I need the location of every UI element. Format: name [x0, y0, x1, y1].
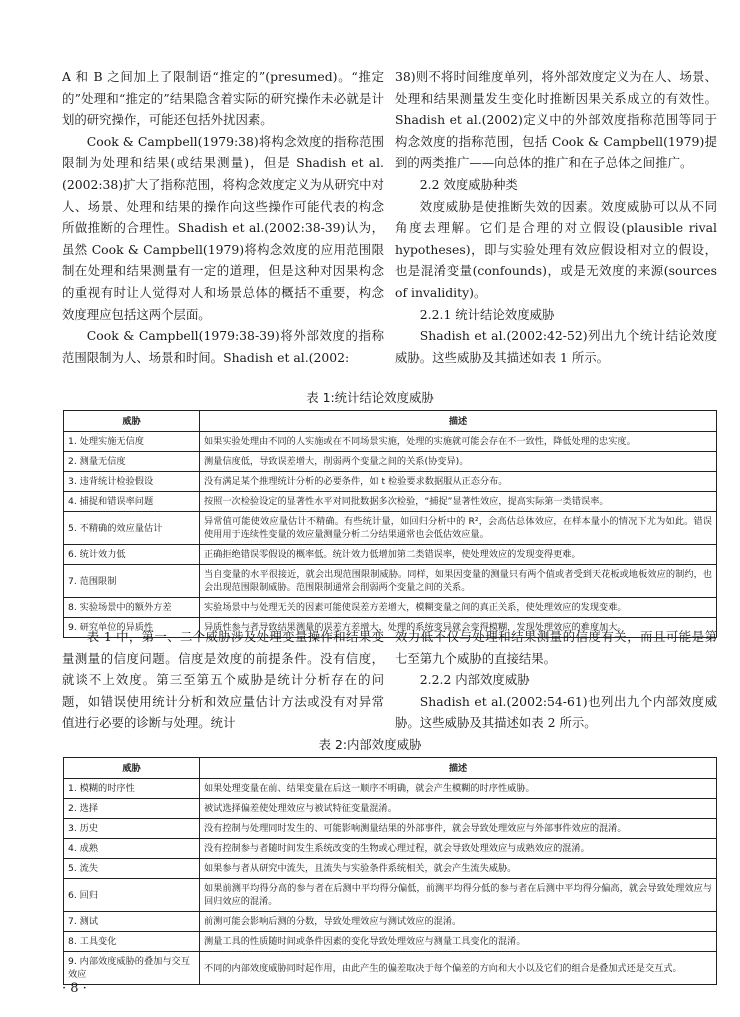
page-number: · 8 ·	[62, 981, 87, 996]
description-cell: 没有控制与处理同时发生的、可能影响测量结果的外部事件，就会导致处理效应与外部事件效应的混淆。	[200, 819, 717, 839]
threat-cell: 5. 流失	[64, 859, 200, 879]
table-row	[64, 839, 717, 859]
table-row	[64, 779, 717, 799]
header-cell: 描述	[200, 411, 717, 432]
threat-cell: 8. 实验场景中的额外方差	[64, 598, 200, 618]
paragraph: Cook & Campbell(1979:38)将构念效度的指称范围限制为处理和结果(或结果测量)，但是 Shadish et al.(2002:38)扩大了指称范围，将构念效度定义为从研究中对人、场景、处理和结果的操作向这些操作可能代表的构念所做推断的合理性。Shadish et al.(2002:38-39)认为，虽然 Cook & Campbell(1979)将构念效度的应用范围限制在处理和结果测量有一定的道理，但是这种对因果构念的重视有时让人觉得对人和场景总体的概括不重要，构念效度理应包括这两个层面。	[62, 133, 384, 322]
section-heading: 2.2.1 统计结论效度威胁	[419, 306, 555, 322]
description-cell: 正确拒绝错误零假设的概率低。统计效力低增加第二类错误率，使处理效应的发现变得更难。	[200, 545, 717, 565]
description-cell: 如果处理变量在前、结果变量在后这一顺序不明确，就会产生模糊的时序性威胁。	[200, 779, 717, 799]
table1	[63, 410, 717, 638]
threat-cell: 1. 模糊的时序性	[64, 779, 200, 799]
right-column-top	[395, 66, 717, 368]
paragraph: Shadish et al.(2002:54-61)也列出九个内部效度威胁。这些威胁及其描述如表 2 所示。	[395, 693, 717, 731]
threat-cell: 6. 回归	[64, 879, 200, 912]
paragraph: 38)则不将时间维度单列，将外部效度定义为在人、场景、处理和结果测量发生变化时推断因果关系成立的有效性。Shadish et al.(2002)定义中的外部效度指称范围等同于构念效度的指称范围，包括 Cook & Campbell(1979)提到的两类推广——向总体的推广和在子总体之间推广。	[395, 69, 717, 171]
description-cell: 如果实验处理由不同的人实施或在不同场景实施，处理的实施就可能会存在不一致性，降低处理的忠实度。	[200, 432, 717, 452]
threat-cell: 4. 捕捉和错误率问题	[64, 492, 200, 512]
table1-caption: 表 1:统计结论效度威胁	[306, 390, 434, 405]
paragraph: Cook & Campbell(1979:38-39)将外部效度的指称范围限制为人、场景和时间。Shadish et al.(2002:	[62, 328, 384, 365]
description-cell: 没有满足某个推理统计分析的必要条件，如 t 检验要求数据服从正态分布。	[200, 472, 717, 492]
section-heading: 2.2.2 内部效度威胁	[419, 672, 530, 688]
paragraph: 效度威胁是使推断失效的因素。效度威胁可以从不同角度去理解。它们是合理的对立假设(plausible rival hypotheses)，即与实验处理有效应假设相对立的假设，也是混淆变量(confounds)，或是无效度的来源(sources of invalidity)。	[395, 198, 717, 300]
header-cell: 描述	[200, 758, 717, 779]
threat-cell: 8. 工具变化	[64, 932, 200, 952]
header-cell: 威胁	[64, 411, 200, 432]
description-cell: 实验场景中与处理无关的因素可能使误差方差增大，模糊变量之间的真正关系，使处理效应的发现变难。	[200, 598, 717, 618]
threat-cell: 3. 违背统计检验假设	[64, 472, 200, 492]
table-row	[64, 598, 717, 618]
header-cell: 威胁	[64, 758, 200, 779]
threat-cell: 6. 统计效力低	[64, 545, 200, 565]
table-row	[64, 912, 717, 932]
description-cell: 测量信度低，导致误差增大，削弱两个变量之间的关系(协变异)。	[200, 452, 717, 472]
table-row	[64, 799, 717, 819]
threat-cell: 9. 内部效度威胁的叠加与交互效应	[64, 952, 200, 985]
table-row	[64, 492, 717, 512]
threat-cell: 7. 范围限制	[64, 565, 200, 598]
threat-cell: 4. 成熟	[64, 839, 200, 859]
description-cell: 被试选择偏差使处理效应与被试特征变量混淆。	[200, 799, 717, 819]
table-header-row	[64, 411, 717, 432]
left-column-middle	[62, 626, 384, 734]
table-row	[64, 452, 717, 472]
threat-cell: 7. 测试	[64, 912, 200, 932]
table-row	[64, 512, 717, 545]
threat-cell: 2. 选择	[64, 799, 200, 819]
description-cell: 如果前测平均得分高的参与者在后测中平均得分偏低，前测平均得分低的参与者在后测中平均得分偏高，就会导致处理效应与回归效应的混淆。	[200, 879, 717, 912]
description-cell: 不同的内部效度威胁同时起作用，由此产生的偏差取决于每个偏差的方向和大小以及它们的组合是叠加式还是交互式。	[200, 952, 717, 985]
table-row	[64, 819, 717, 839]
section-heading: 2.2 效度威胁种类	[419, 176, 518, 192]
table-row	[64, 952, 717, 985]
description-cell: 异质性参与者导致结果测量的误差方差增大，处理的系统变异就会变得模糊，发现处理效应的难度加大。	[200, 618, 717, 638]
table-row	[64, 545, 717, 565]
left-column-top	[62, 66, 384, 368]
threat-cell: 2. 测量无信度	[64, 452, 200, 472]
threat-cell: 1. 处理实施无信度	[64, 432, 200, 452]
threat-cell: 3. 历史	[64, 819, 200, 839]
threat-cell: 5. 不精确的效应量估计	[64, 512, 200, 545]
description-cell: 测量工具的性质随时间或条件因素的变化导致处理效应与测量工具变化的混淆。	[200, 932, 717, 952]
description-cell: 前测可能会影响后测的分数，导致处理效应与测试效应的混淆。	[200, 912, 717, 932]
paragraph: Shadish et al.(2002:42-52)列出九个统计结论效度威胁。这些威胁及其描述如表 1 所示。	[395, 328, 717, 365]
right-column-middle	[395, 626, 717, 734]
table-header-row	[64, 758, 717, 779]
paragraph: A 和 B 之间加上了限制语“推定的”(presumed)。“推定的”处理和“推定的”结果隐含着实际的研究操作未必就是计划的研究操作，可能还包括外扰因素。	[62, 69, 384, 128]
paragraph: 表 1 中，第一、二个威胁涉及处理变量操作和结果变量测量的信度问题。信度是效度的前提条件。没有信度，就谈不上效度。第三至第五个威胁是统计分析存在的问题，如错误使用统计分析和效应量估计方法或没有对异常值进行必要的诊断与处理。统计	[62, 629, 384, 731]
table-row	[64, 432, 717, 452]
description-cell: 如果参与者从研究中流失，且流失与实验条件系统相关，就会产生流失威胁。	[200, 859, 717, 879]
description-cell: 没有控制参与者随时间发生系统改变的生物或心理过程，就会导致处理效应与成熟效应的混淆。	[200, 839, 717, 859]
description-cell: 当自变量的水平很接近，就会出现范围限制威胁。同样，如果因变量的测量只有两个值或者受到天花板或地板效应的制约，也会出现范围限制威胁。范围限制通常会削弱两个变量之间的关系。	[200, 565, 717, 598]
description-cell: 异常值可能使效应量估计不精确。有些统计量，如回归分析中的 R²，会高估总体效应，在样本量小的情况下尤为如此。错误使用用于连续性变量的效应量测量分析二分结果通常也会低估效应量。	[200, 512, 717, 545]
table-row	[64, 932, 717, 952]
table-row	[64, 472, 717, 492]
table2-caption: 表 2:内部效度威胁	[318, 737, 422, 752]
paragraph: 效力低不仅与处理和结果测量的信度有关，而且可能是第七至第九个威胁的直接结果。	[395, 629, 717, 666]
threat-cell: 9. 研究单位的异质性	[64, 618, 200, 638]
table-row	[64, 565, 717, 598]
description-cell: 按照一次检验设定的显著性水平对同批数据多次检验，“捕捉”显著性效应，提高实际第一类错误率。	[200, 492, 717, 512]
table-row	[64, 859, 717, 879]
table2	[63, 757, 717, 985]
table-row	[64, 879, 717, 912]
